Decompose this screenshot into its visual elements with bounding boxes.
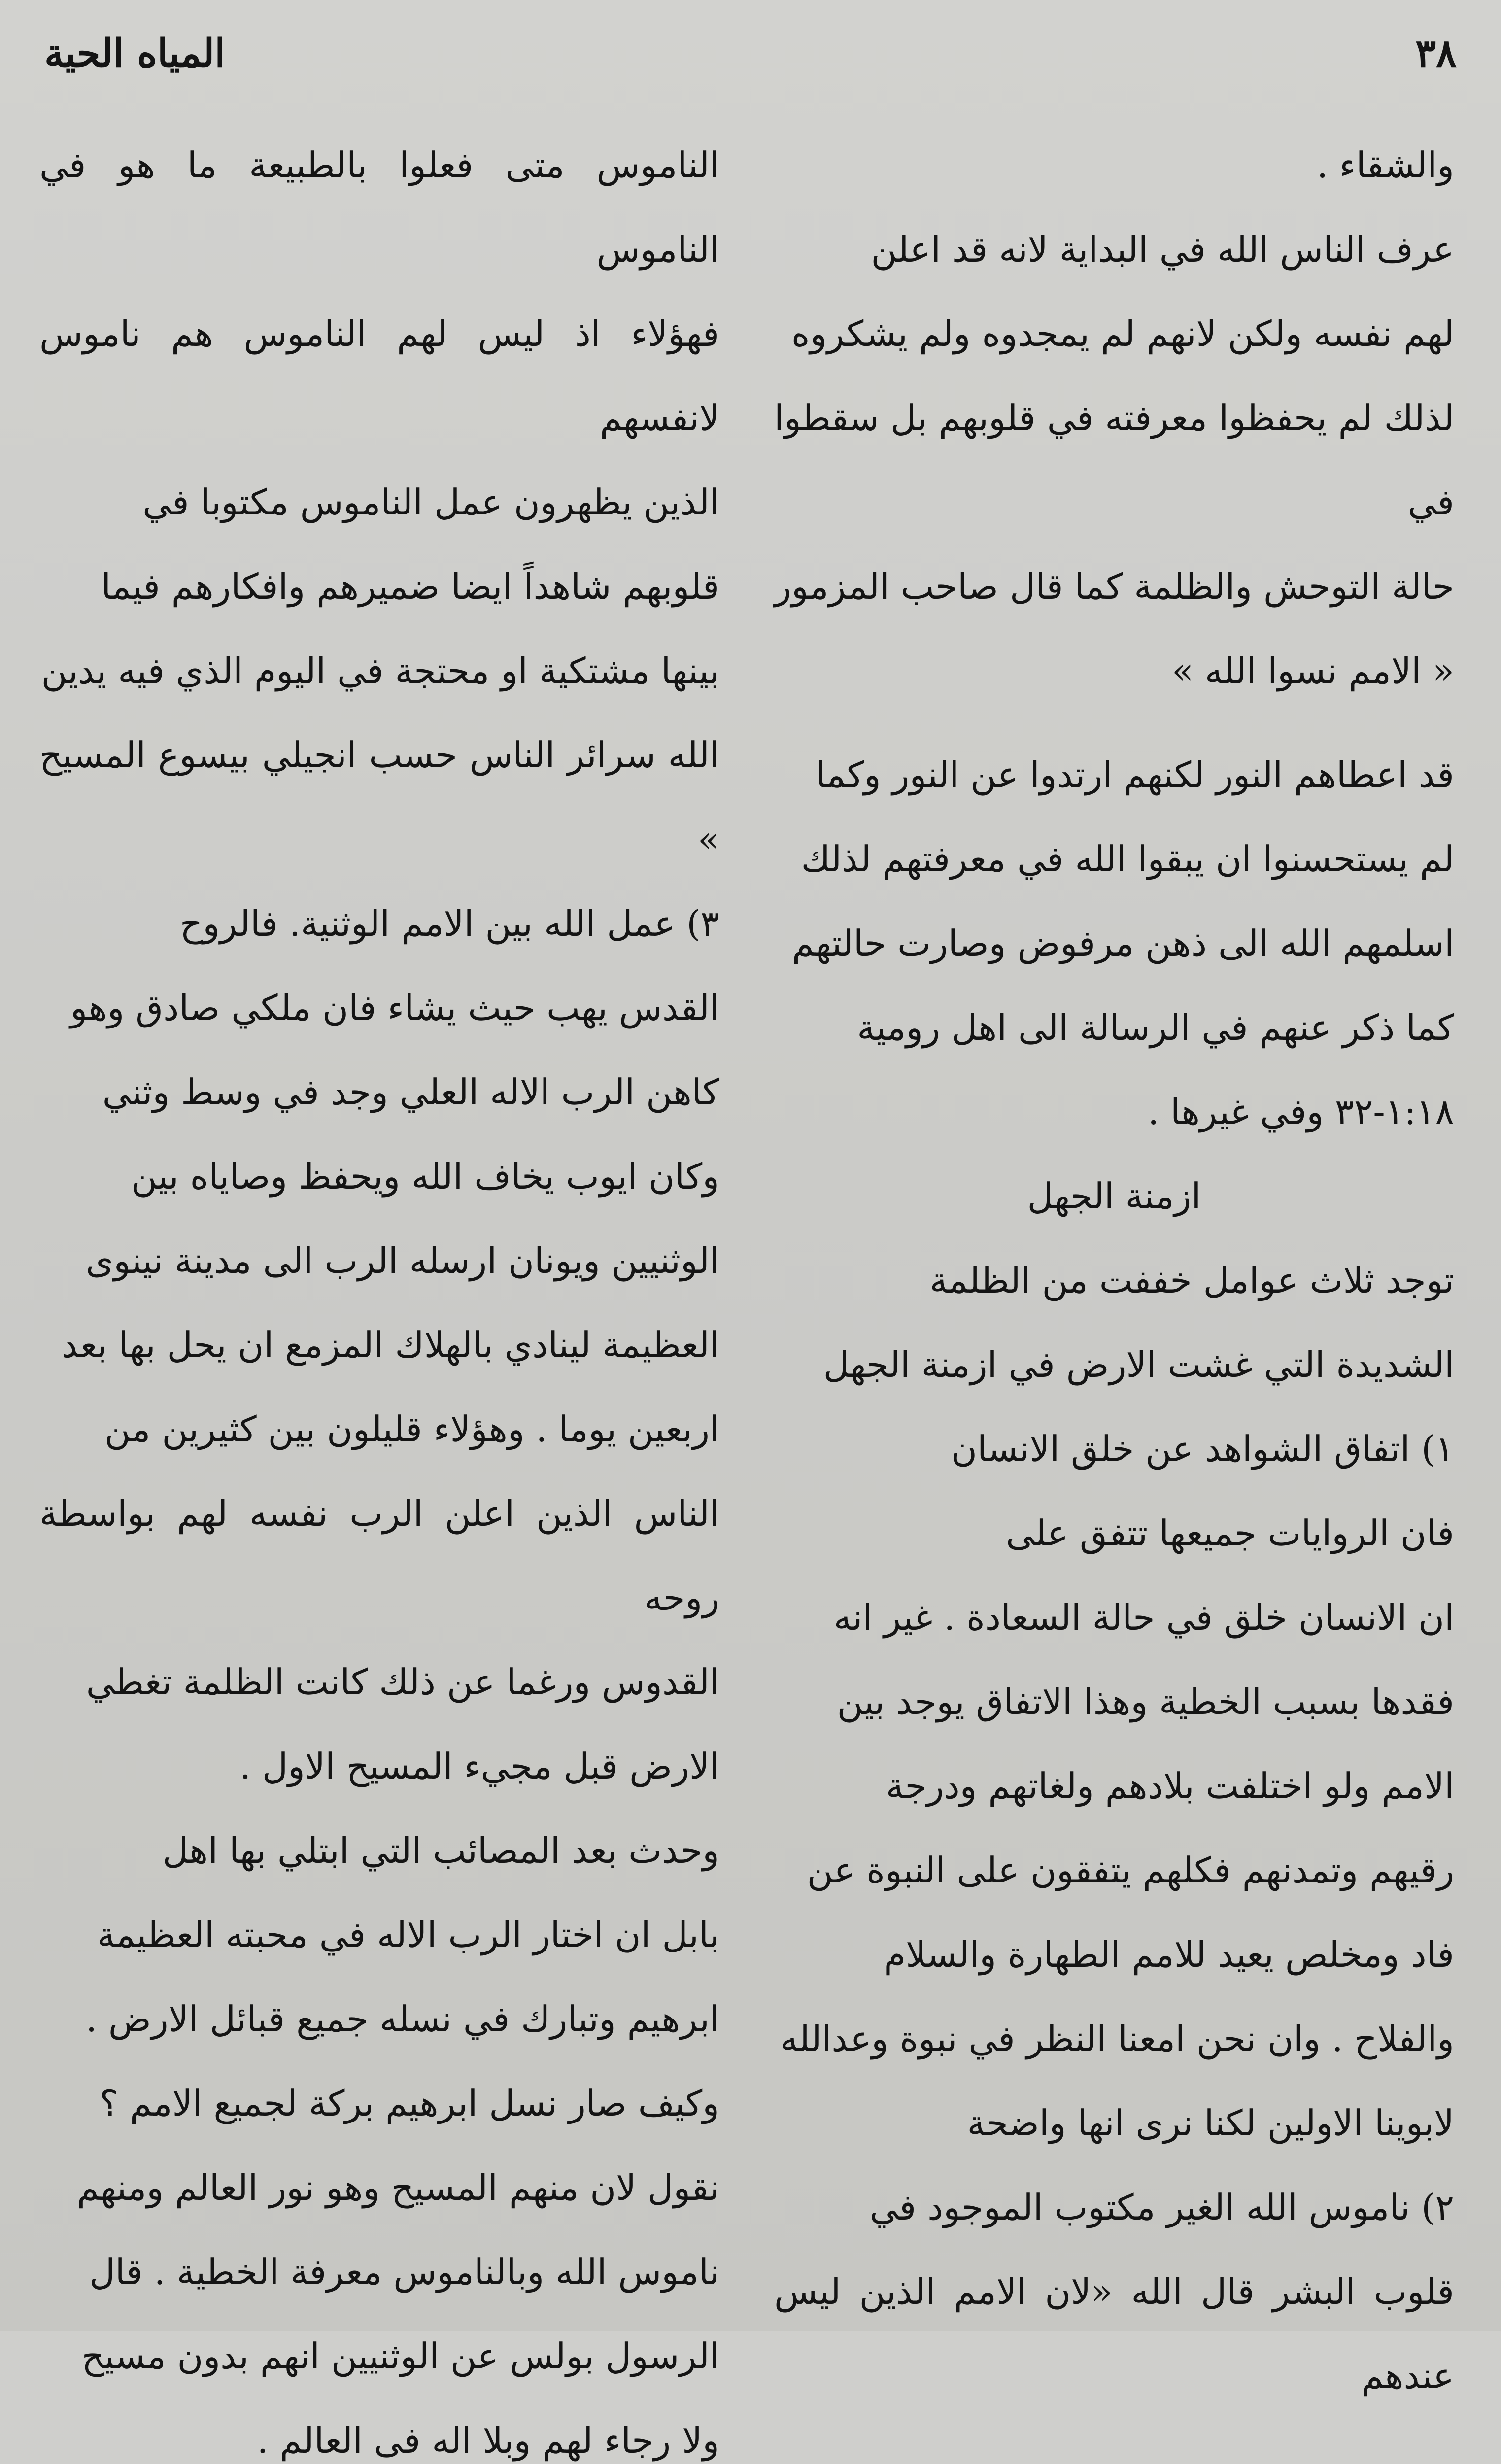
running-title: المياه الحية [44, 31, 225, 76]
paragraph: ١) اتفاق الشواهد عن خلق الانسان [951, 1428, 1454, 1470]
page-number: ٣٨ [1415, 31, 1457, 76]
paragraph: توجد ثلاث عوامل خففت من الظلمة الشديدة التي غشت الارض في ازمنة الجهل [823, 1260, 1454, 1385]
paragraph-gap [774, 713, 1454, 733]
paragraph: عرف الناس الله في البداية لانه قد اعلن لهم نفسه ولكن لانهم لم يمجدوه ولم يشكروه لذلك لم يحفظوا معرفته في قلوبهم بل سقطوا في حالة التوحش والظلمة كما قال صاحب المزمور « الامم نسوا الله » [774, 229, 1454, 691]
paragraph: ٣) عمل الله بين الامم الوثنية. فالروح القدس يهب حيث يشاء فان ملكي صادق وهو كاهن الرب الاله العلي وجد في وسط وثني وكان ايوب يخاف الله ويحفظ وصاياه بين الوثنيين ويونان ارسله الرب الى مدينة نينوى العظيمة لينادي بالهلاك المزمع ان يحل بها بعد اربعين يوما . وهؤلاء قليلون بين كثيرين من الناس الذين اعلن الرب نفسه لهم بواسطة روحه القدوس ورغما عن ذلك كانت الظلمة تغطي الارض قبل مجيء المسيح الاول . [39, 903, 719, 1787]
left-column [39, 123, 719, 2464]
right-column [774, 123, 1454, 2418]
paragraph: قد اعطاهم النور لكنهم ارتدوا عن النور وكما لم يستحسنوا ان يبقوا الله في معرفتهم لذلك اسلمهم الله الى ذهن مرفوض وصارت حالتهم كما ذكر عنهم في الرسالة الى اهل رومية ١:١٨-٣٢ وفي غيرها . [792, 754, 1454, 1132]
paragraph: وحدث بعد المصائب التي ابتلي بها اهل بابل ان اختار الرب الاله في محبته العظيمة ابرهيم وتبارك في نسله جميع قبائل الارض . وكيف صار نسل ابرهيم بركة لجميع الامم ؟ نقول لان منهم المسيح وهو نور العالم ومنهم ناموس الله وبالناموس معرفة الخطية . قال الرسول بولس عن الوثنيين انهم بدون مسيح ولا رجاء لهم وبلا اله فى العالم . [76, 1830, 719, 2461]
paragraph: والشقاء . [1317, 144, 1454, 186]
paragraph: الناموس متى فعلوا بالطبيعة ما هو في الناموس فهؤلاء اذ ليس لهم الناموس هم ناموس لانفسهم الذين يظهرون عمل الناموس مكتوبا في قلوبهم شاهداً ايضا ضميرهم وافكارهم فيما بينها مشتكية او محتجة في اليوم الذي فيه يدين الله سرائر الناس حسب انجيلي بيسوع المسيح » [39, 144, 719, 860]
section-heading: ازمنة الجهل [1027, 1175, 1201, 1217]
paragraph: فان الروايات جميعها تتفق على ان الانسان خلق في حالة السعادة . غير انه فقدها بسبب الخطية وهذا الاتفاق يوجد بين الامم ولو اختلفت بلادهم ولغاتهم ودرجة رقيهم وتمدنهم فكلهم يتفقون على النبوة عن فاد ومخلص يعيد للامم الطهارة والسلام والفلاح . وان نحن امعنا النظر في نبوة وعدالله لابوينا الاولين لكنا نرى انها واضحة [780, 1512, 1454, 2144]
paragraph: ٢) ناموس الله الغير مكتوب الموجود في قلوب البشر قال الله «لان الامم الذين ليس عندهم [774, 2187, 1454, 2396]
